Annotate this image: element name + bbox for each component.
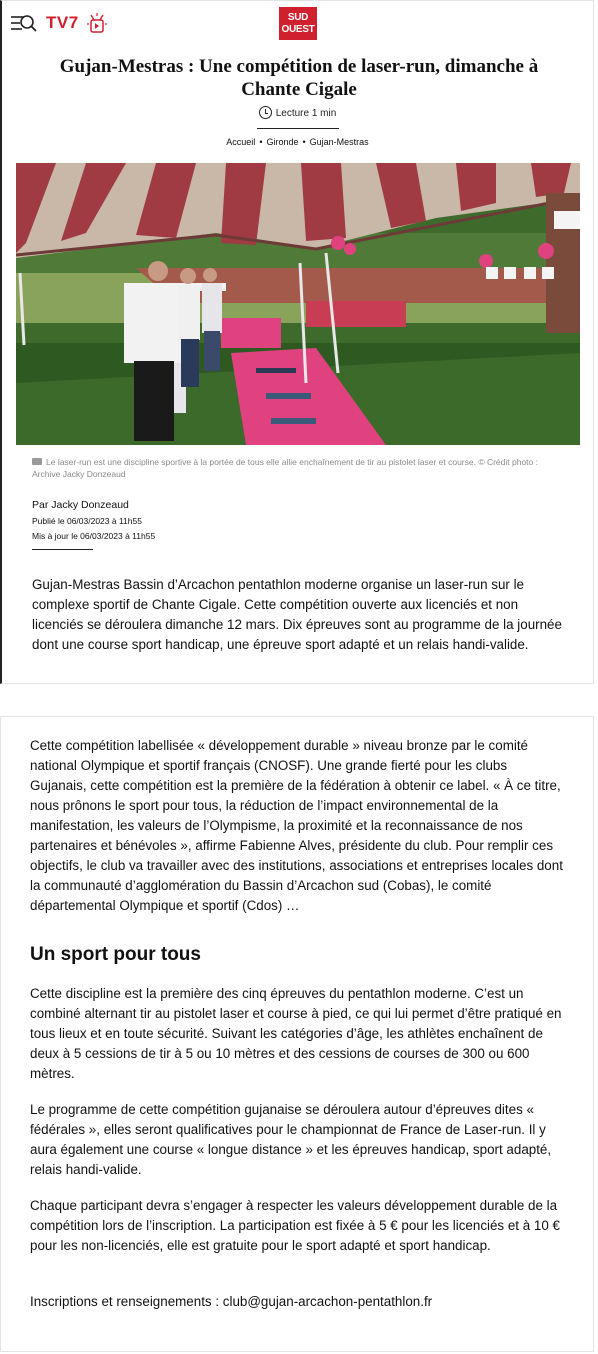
caption-text: Le laser-run est une discipline sportive à la portée de tous elle allie enchaînement de tir au pistolet laser et course. © Crédit photo : Archive Jacky Donzeaud: [32, 457, 538, 479]
author[interactable]: Par Jacky Donzeaud: [32, 499, 129, 511]
breadcrumb-item-accueil[interactable]: Accueil: [226, 137, 256, 147]
article-paragraph-4: Chaque participant devra s’engager à respecter les valeurs développement durable de la compétition lors de l’inscription. La participation est fixée à 5 € pour les licenciés et à 10 € pour les non-licenciés, elle est gratuite pour le sport adapté et sport handicap.: [30, 1198, 560, 1253]
logo-line-2: OUEST: [281, 24, 315, 35]
breadcrumb-item-gironde[interactable]: Gironde: [266, 137, 299, 147]
breadcrumb-separator: •: [259, 137, 263, 147]
article-paragraph-5: Inscriptions et renseignements : club@gujan-arcachon-pentathlon.fr: [30, 1294, 433, 1309]
reading-time: [2, 107, 593, 120]
article-paragraph-3: Le programme de cette compétition gujanaise se déroulera autour d’épreuves dites « fédérales », elles seront qualificatives pour le championnat de France de Laser-run. Il y aura également une course « longue distance » et les épreuves handicap, sport adapté, relais handi-valide.: [30, 1102, 552, 1177]
breadcrumb: [2, 137, 593, 147]
divider: [257, 128, 339, 129]
tv-antenna-icon[interactable]: [84, 11, 110, 37]
camera-icon: [32, 458, 42, 465]
breadcrumb-separator: •: [302, 137, 306, 147]
article-lead: Gujan-Mestras Bassin d’Arcachon pentathlon moderne organise un laser-run sur le complexe sportif de Chante Cigale. Cette compétition ouverte aux licenciés et non licenciés se déroulera dimanche 12 mars. Dix épreuves sont au programme de la journée dont une course sport handicap, une épreuve sport adapté et un relais handi-valide.: [32, 577, 562, 652]
logo-line-1: SUD: [287, 12, 309, 23]
divider: [32, 549, 93, 550]
article-paragraph-1: Cette compétition labellisée « développement durable » niveau bronze par le comité national Olympique et sportif français (CNOSF). Une grande fierté pour les clubs Gujanais, cette compétition est la première de la fédération à obtenir ce label. « À ce titre, nous prônons le sport pour tous, la réduction de l’impact environnemental de la manifestation, les valeurs de l’Olympisme, la proximité et la reconnaissance de nos partenaires et bénévoles », affirme Fabienne Alves, présidente du club. Pour remplir ces objectifs, le club va travailler avec des institutions, associations et entreprises locales dont la communauté d’agglomération du Bassin d’Arcachon sud (Cobas), le comité départemental Olympique et sportif (Cdos) …: [30, 738, 563, 913]
photo-caption: [32, 456, 562, 480]
published-date: Publié le 06/03/2023 à 11h55: [32, 516, 142, 526]
section-heading: Un sport pour tous: [30, 944, 201, 965]
article-photo[interactable]: [16, 163, 580, 445]
menu-search-icon[interactable]: [10, 13, 38, 35]
breadcrumb-item-gujan-mestras[interactable]: Gujan-Mestras: [309, 137, 369, 147]
reading-time-label: Lecture 1 min: [275, 108, 337, 120]
top-bar: [2, 1, 593, 47]
clock-icon: [259, 106, 272, 119]
article-title: Gujan-Mestras : Une compétition de laser-run, dimanche à Chante Cigale: [59, 56, 539, 100]
tv7-link[interactable]: TV7: [46, 13, 79, 32]
sud-ouest-logo[interactable]: [279, 7, 317, 40]
article-paragraph-2: Cette discipline est la première des cinq épreuves du pentathlon moderne. C’est un combiné alternant tir au pistolet laser et course à pied, ce qui lui permet d’être pratiqué en tous lieux et en toute sécurité. Suivant les catégories d’âge, les athlètes enchaînent de deux à 5 cessions de tir à 5 ou 10 mètres et des cessions de courses de 300 ou 600 mètres.: [30, 986, 562, 1081]
updated-date: Mis à jour le 06/03/2023 à 11h55: [32, 531, 156, 541]
